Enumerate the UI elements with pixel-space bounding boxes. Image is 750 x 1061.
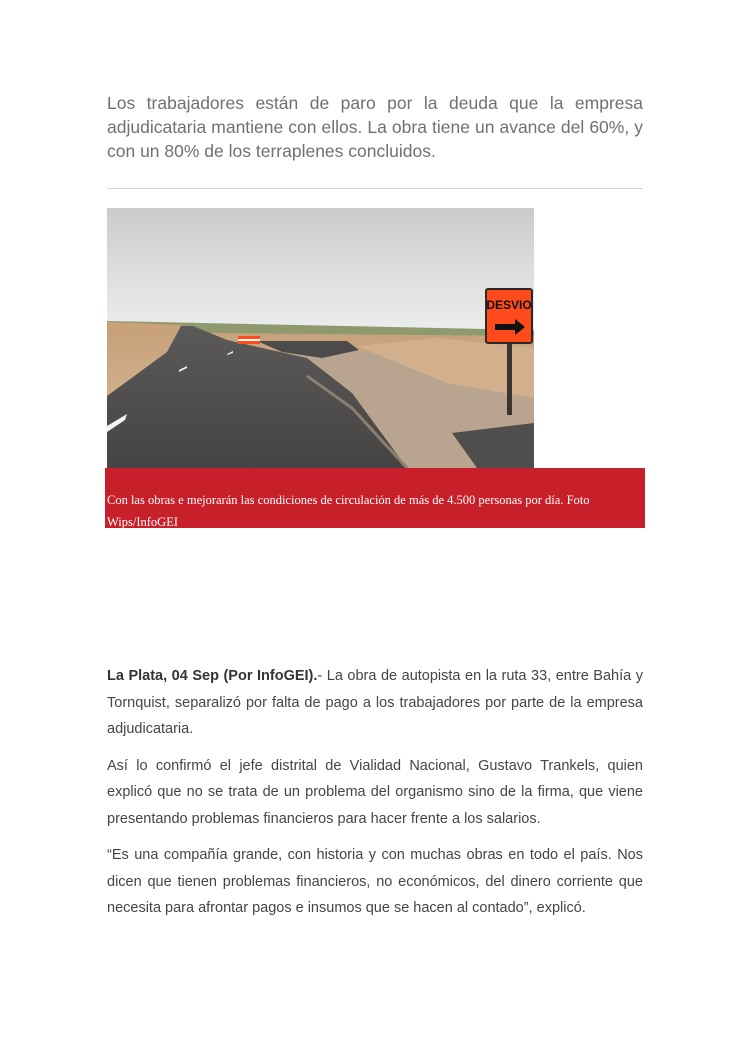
sign-post bbox=[507, 343, 512, 415]
sky bbox=[107, 208, 534, 332]
photo-caption bbox=[105, 468, 645, 528]
sign-label: DESVIO bbox=[486, 298, 532, 312]
divider bbox=[107, 188, 643, 189]
dateline: La Plata, 04 Sep (Por InfoGEI). bbox=[107, 668, 318, 684]
paragraph-text: - La obra de autopista en la ruta 33, entre Bahía y Tornquist, separalizó por falta de pago a los trabajadores por parte de la empresa adjudicataria. bbox=[107, 668, 643, 737]
article-body bbox=[107, 663, 643, 932]
article-paragraph: “Es una compañía grande, con historia y con muchas obras en todo el país. Nos dicen que tienen problemas financieros, no económicos, del dinero corriente que necesita para afrontar pagos e insumos que se hacen al contado”, explicó. bbox=[107, 847, 643, 916]
article-paragraph bbox=[107, 663, 643, 743]
caption-text: Con las obras e mejorarán las condiciones de circulación de más de 4.500 personas por día. Foto Wips/InfoGEI bbox=[107, 493, 590, 529]
article-paragraph: Así lo confirmó el jefe distrital de Vialidad Nacional, Gustavo Trankels, quien explicó que no se trata de un problema del organismo sino de la firma, que viene presentando problemas financieros para hacer frente a los salarios. bbox=[107, 757, 643, 827]
road-photo bbox=[107, 208, 534, 468]
lead-paragraph: Los trabajadores están de paro por la deuda que la empresa adjudicataria mantiene con ellos. La obra tiene un avance del 60%, y con un 80% de los terraplenes concluidos. bbox=[107, 93, 643, 161]
